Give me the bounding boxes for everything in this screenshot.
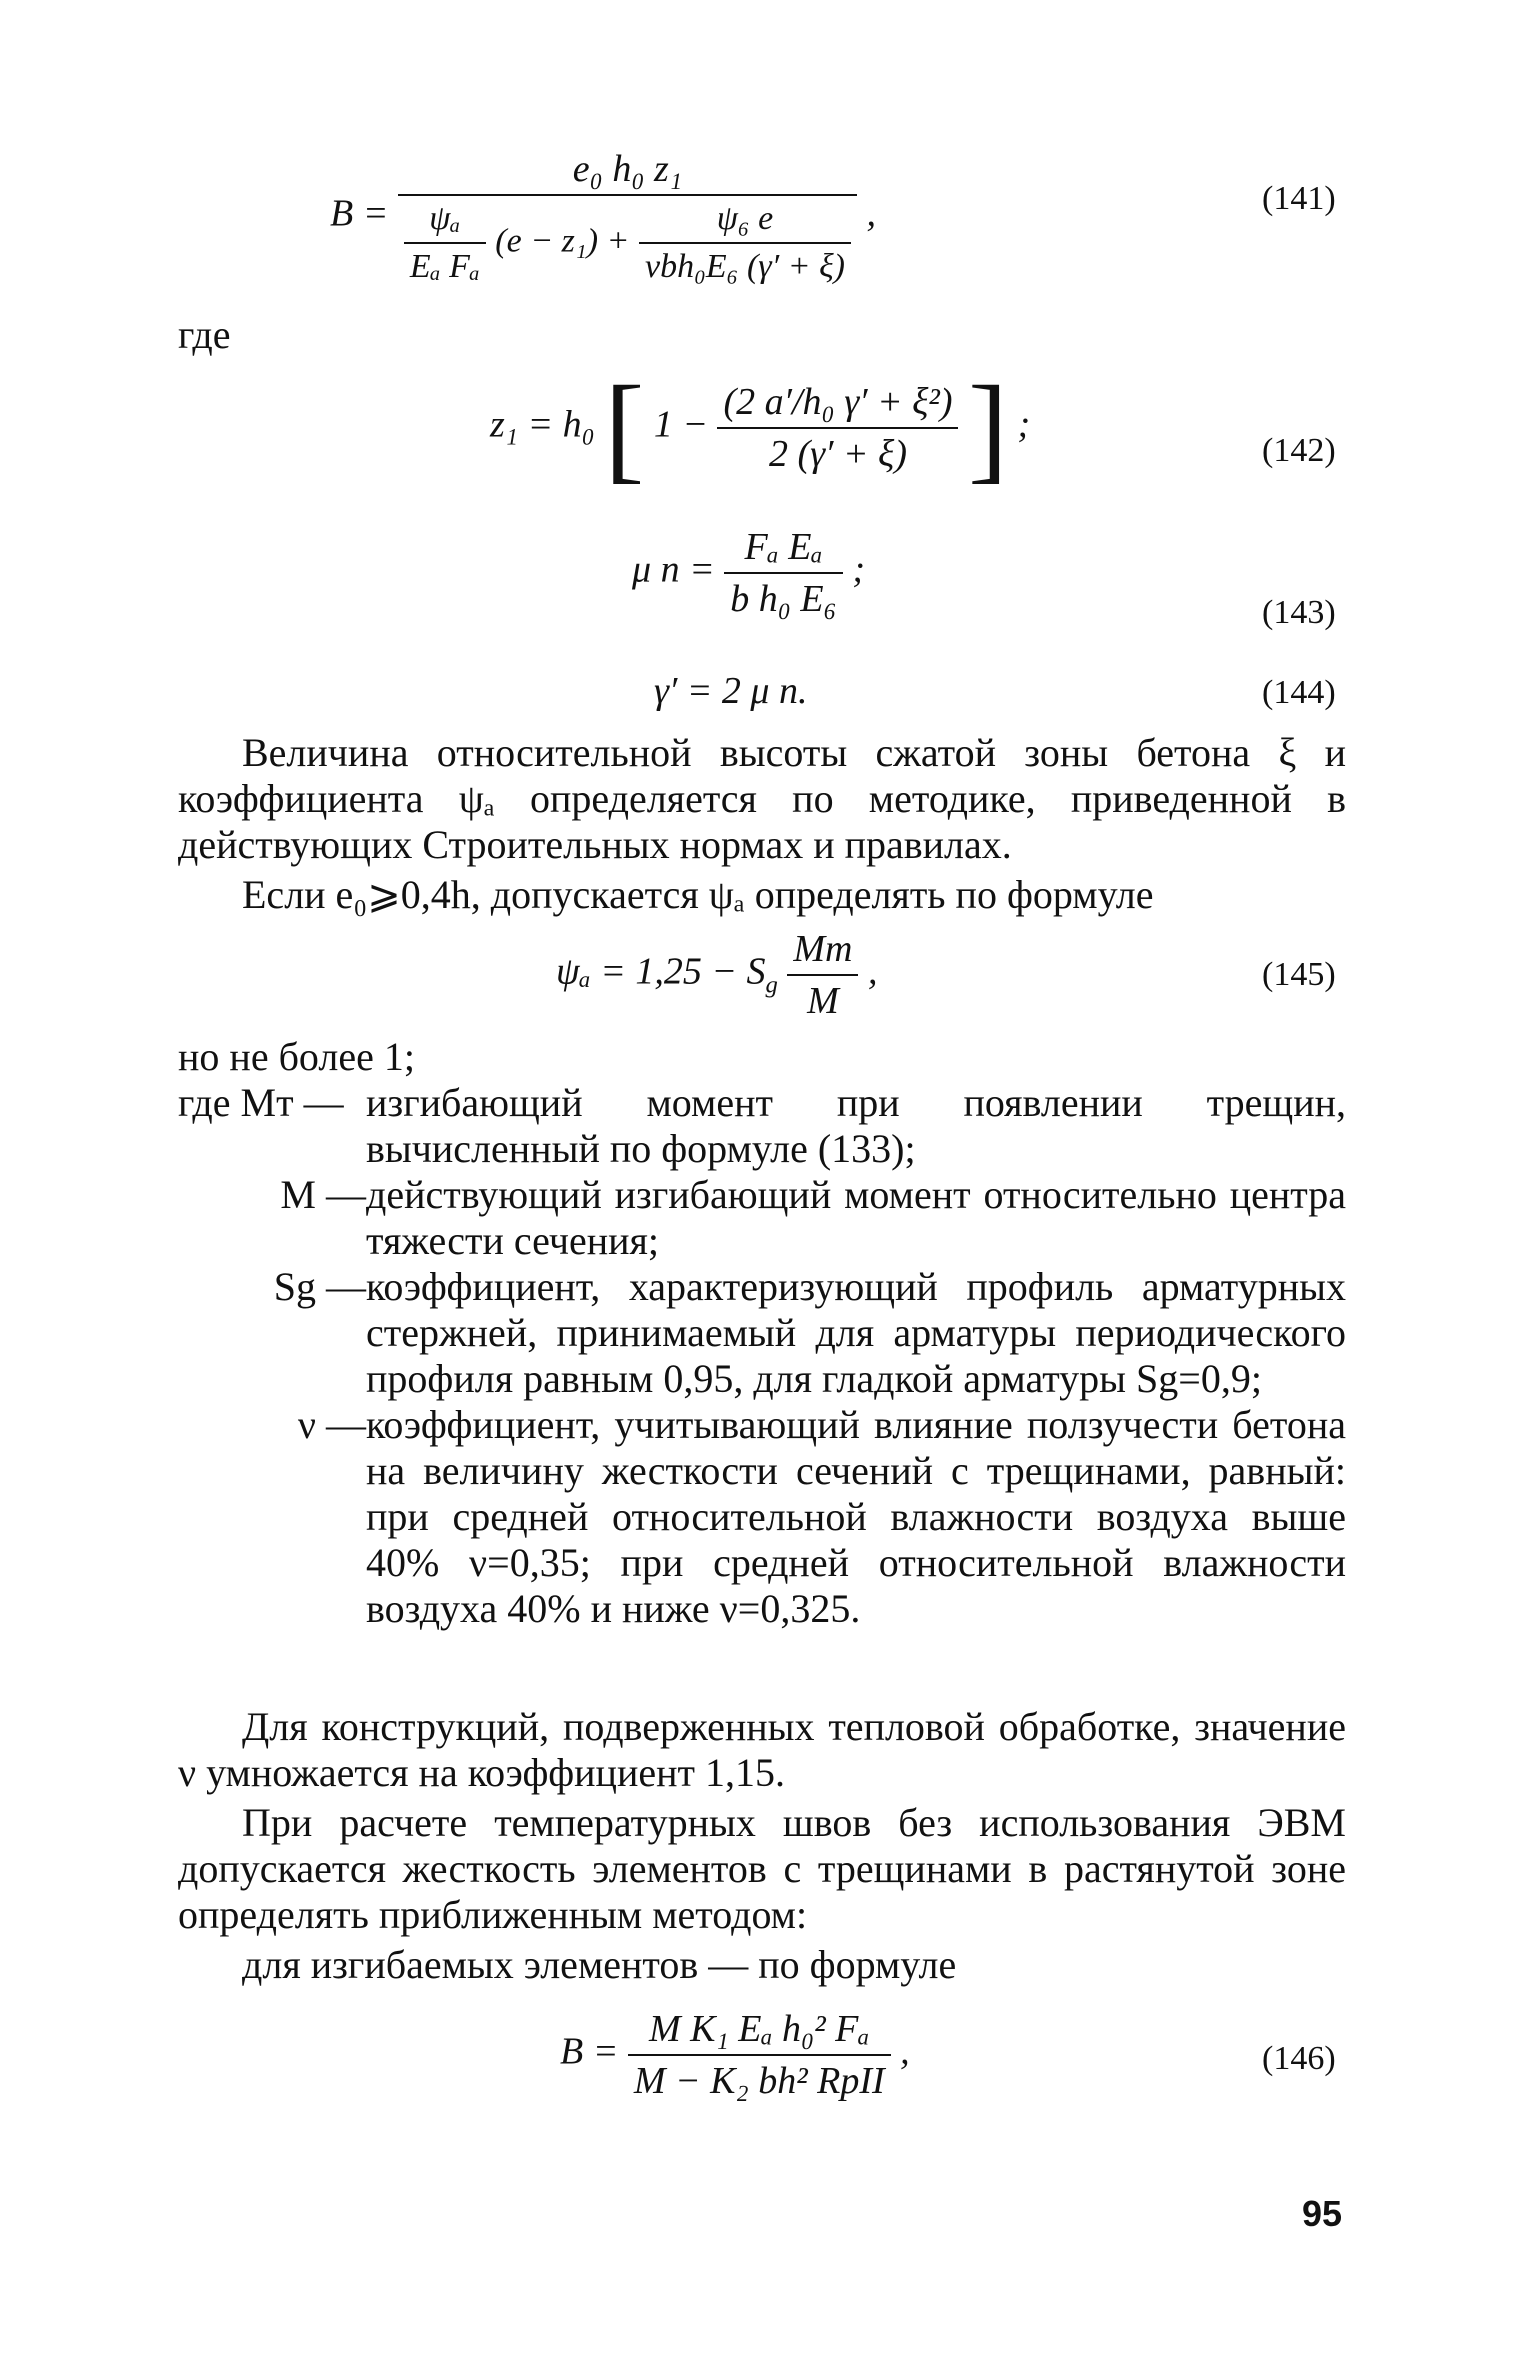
- equation-145: [556, 930, 877, 1020]
- paragraph-text: При расчете температурных швов без использования ЭВМ допускается жесткость элементов с трещинами в растянутой зоне определять приближенным методом:: [178, 1800, 1346, 1937]
- eq142-inner-num: (2 a′/h₀ γ′ + ξ²): [723, 381, 953, 423]
- equation-number-142: (142): [1262, 432, 1336, 469]
- where-label: где: [178, 312, 231, 357]
- paragraph-text: Если e₀⩾0,4h, допускается ψₐ определять по формуле: [242, 872, 1154, 917]
- paragraph-temperature-joints: [178, 1800, 1346, 1938]
- eq146-trail: ,: [900, 2030, 910, 2073]
- paragraph-if-e0: [178, 872, 1346, 918]
- eq141-term1-den: Eₐ Fₐ: [404, 242, 486, 284]
- eq141-term1: [404, 202, 486, 284]
- eq141-term1-tail: (e − z₁) +: [495, 222, 630, 260]
- eq143-trail: ;: [852, 548, 866, 591]
- paragraph-text: Для конструкций, подверженных тепловой обработке, значение ν умножается на коэффициент 1,15.: [178, 1704, 1346, 1795]
- eq142-trail: ;: [1017, 403, 1031, 446]
- paragraph-text: Величина относительной высоты сжатой зоны бетона ξ и коэффициента ψₐ определяется по методике, приведенной в действующих Строительных нормах и правилах.: [178, 730, 1346, 867]
- definition-item: [178, 1080, 1346, 1172]
- definition-body: коэффициент, характеризующий профиль арматурных стержней, принимаемый для арматуры периодического профиля равным 0,95, для гладкой арматуры Sg=0,9;: [366, 1264, 1346, 1401]
- eq141-term2-den: νbh₀E₆ (γ′ + ξ): [639, 242, 851, 284]
- eq142-fraction: [717, 383, 958, 473]
- eq142-inner-den: 2 (γ′ + ξ): [717, 427, 958, 473]
- equation-146: [560, 2010, 910, 2100]
- equation-142: [490, 361, 1031, 494]
- paragraph-xi-psi: [178, 730, 1346, 868]
- eq142-lhs: z₁ = h₀: [490, 403, 595, 446]
- eq146-lhs: B =: [560, 2030, 619, 2073]
- eq145-trail: ,: [867, 950, 878, 993]
- equation-number-145: (145): [1262, 956, 1336, 993]
- definition-item: [178, 1402, 1346, 1632]
- eq143-den: b h₀ E₆: [724, 572, 843, 618]
- eq145-num: Mт: [793, 928, 853, 970]
- definition-body: изгибающий момент при появлении трещин, вычисленный по формуле (133);: [366, 1080, 1346, 1171]
- definition-item: [178, 1264, 1346, 1402]
- equation-144: γ′ = 2 μ n.: [654, 670, 808, 712]
- definition-item: [178, 1172, 1346, 1264]
- left-bracket-icon: [: [604, 361, 645, 494]
- equation-143: [632, 528, 865, 618]
- equation-number-146: (146): [1262, 2040, 1336, 2077]
- eq145-lhs: ψₐ = 1,25 − S: [556, 950, 766, 993]
- eq141-denominator: [398, 194, 857, 284]
- eq145-sub: g: [765, 971, 778, 999]
- eq141-term2: [639, 202, 851, 284]
- definition-term: ν —: [297, 1402, 366, 1447]
- paragraph-not-more: но не более 1;: [178, 1034, 415, 1079]
- eq141-term2-num: ψ₆ e: [716, 200, 774, 237]
- eq141-trail: ,: [866, 192, 876, 235]
- eq143-num: Fₐ Eₐ: [744, 526, 823, 568]
- eq145-fraction: [787, 930, 858, 1020]
- definition-term: M —: [280, 1172, 366, 1217]
- eq143-lhs: μ n =: [632, 548, 715, 591]
- equation-number-144: (144): [1262, 674, 1336, 711]
- eq146-den: M − K₂ bh² RpII: [628, 2054, 891, 2100]
- eq143-fraction: [724, 528, 843, 618]
- eq141-fraction: [398, 150, 857, 284]
- page-number: 95: [1302, 2193, 1343, 2234]
- paragraph-bending-elements: [178, 1942, 1346, 1988]
- paragraph-heat-treatment: [178, 1704, 1346, 1796]
- definitions-list: [178, 1080, 1346, 1632]
- eq141-term1-num: ψₐ: [429, 200, 461, 237]
- eq146-num: M K₁ Eₐ h₀² Fₐ: [649, 2008, 870, 2050]
- definition-body: действующий изгибающий момент относительно центра тяжести сечения;: [366, 1172, 1346, 1263]
- eq141-lhs: B =: [330, 192, 389, 235]
- eq145-den: M: [787, 974, 858, 1020]
- equation-number-141: (141): [1262, 180, 1336, 217]
- eq142-one-minus: 1 −: [653, 403, 708, 446]
- right-bracket-icon: ]: [967, 361, 1008, 494]
- definition-body: коэффициент, учитывающий влияние ползучести бетона на величину жесткости сечений с трещинами, равный: при средней относительной влажности воздуха выше 40% ν=0,35; при средней относительной влажности воздуха 40% и ниже ν=0,325.: [366, 1402, 1346, 1631]
- eq146-fraction: [628, 2010, 891, 2100]
- paragraph-text: для изгибаемых элементов — по формуле: [242, 1942, 957, 1987]
- definition-term: Sg —: [273, 1264, 366, 1309]
- definition-term: где Mт —: [178, 1080, 344, 1125]
- equation-141: [330, 150, 876, 284]
- equation-number-143: (143): [1262, 594, 1336, 631]
- eq141-numerator: e₀ h₀ z₁: [572, 148, 683, 190]
